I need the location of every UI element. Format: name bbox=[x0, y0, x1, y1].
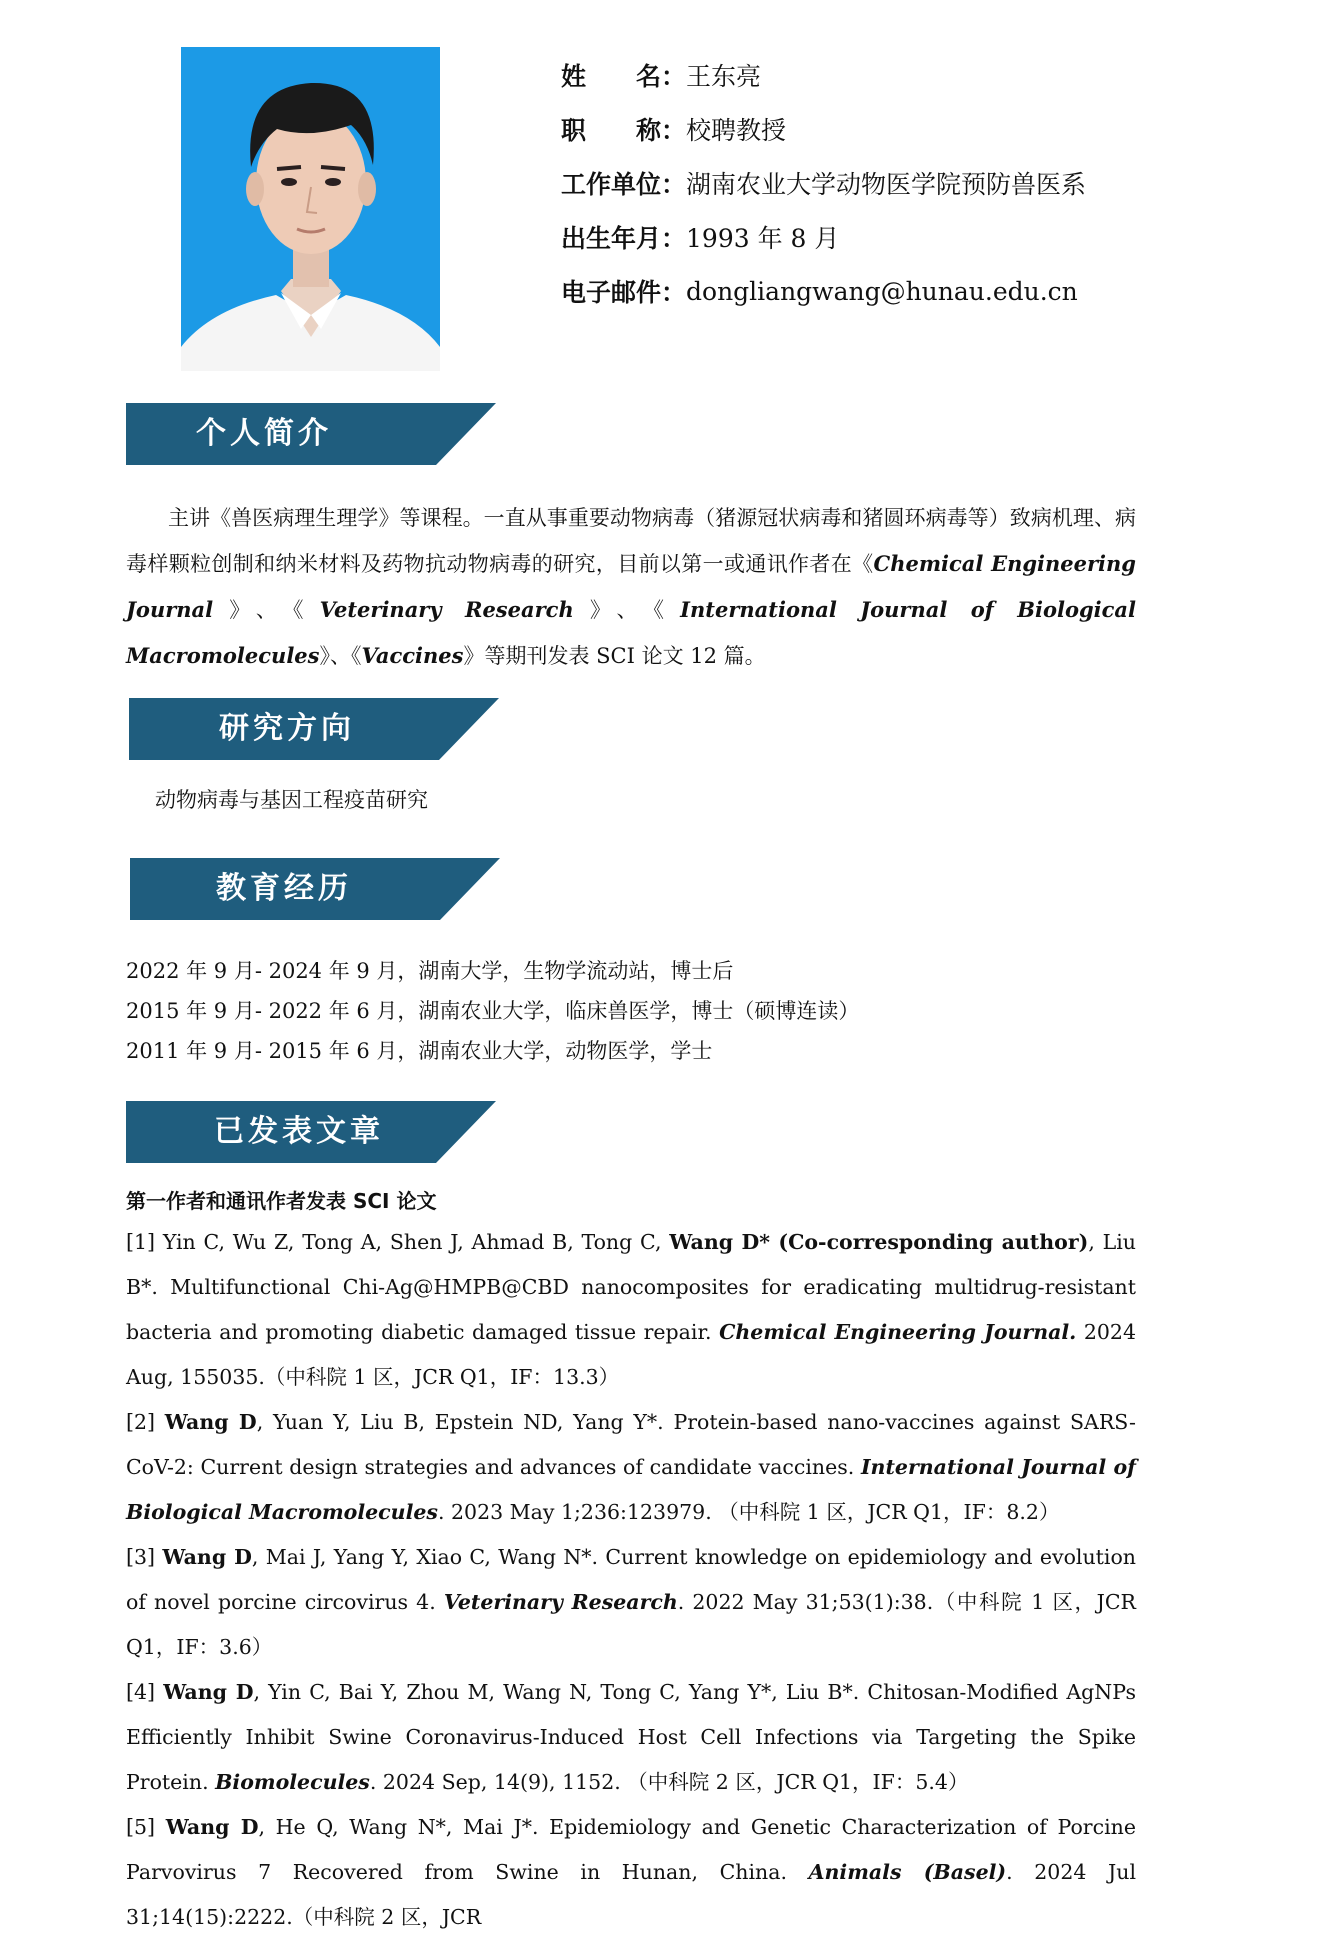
ref-title: , Mai J, Yang Y, Xiao C, Wang N*. Current knowledge on epidemiology and evolution of novel porcine circovirus 4. bbox=[126, 1545, 1137, 1614]
separator: 》、《 bbox=[573, 598, 681, 622]
info-row-title bbox=[561, 102, 1086, 156]
section-title: 教育经历 bbox=[216, 871, 352, 906]
ref-journal: Veterinary Research bbox=[443, 1590, 678, 1614]
ref-journal: Biomolecules bbox=[215, 1770, 370, 1794]
ref-journal: Chemical Engineering Journal. bbox=[719, 1320, 1077, 1344]
separator: 》、《 bbox=[213, 598, 320, 622]
journal-name: Veterinary Research bbox=[319, 597, 574, 622]
info-row-email bbox=[561, 264, 1086, 318]
publication-list bbox=[126, 1182, 1136, 1940]
intro-paragraph bbox=[126, 496, 1136, 679]
publication-subtitle: 第一作者和通讯作者发表 SCI 论文 bbox=[126, 1189, 437, 1213]
info-label: 姓 名： bbox=[561, 62, 687, 91]
ref-title: , Yin C, Bai Y, Zhou M, Wang N, Tong C, Yang Y*, Liu B*. Chitosan-Modified AgNPs Efficiently Inhibit Swine Coronavirus-Induced Host Cell Infections via Targeting the Spike Protein. bbox=[126, 1680, 1136, 1794]
info-row-birth bbox=[561, 210, 1086, 264]
journal-name: Chemical Engineering Journal bbox=[126, 551, 1136, 622]
profile-photo bbox=[181, 47, 440, 371]
info-value: 王东亮 bbox=[686, 62, 762, 91]
publication-item bbox=[126, 1670, 1136, 1805]
section-header-publications bbox=[126, 1101, 496, 1163]
ref-details: . 2024 Sep, 14(9), 1152. （中科院 2 区，JCR Q1，IF：5.4） bbox=[369, 1770, 969, 1794]
ref-authors: [2] bbox=[126, 1410, 165, 1434]
education-item: 2011 年 9 月- 2015 年 6 月，湖南农业大学，动物医学，学士 bbox=[126, 1039, 713, 1063]
ref-highlight-author: Wang D bbox=[163, 1680, 254, 1704]
ref-highlight-author: Wang D bbox=[162, 1545, 252, 1569]
info-row-name bbox=[561, 48, 1086, 102]
ref-authors: [4] bbox=[126, 1680, 164, 1704]
ref-title: , Yuan Y, Liu B, Epstein ND, Yang Y*. Protein-based nano-vaccines against SARS-CoV-2: Current design strategies and advances of candidate vaccines. bbox=[126, 1410, 1136, 1479]
ref-title: , Liu B*. Multifunctional Chi-Ag@HMPB@CBD nanocomposites for eradicating multidrug-resistant bacteria and promoting diabetic damaged tissue repair. bbox=[126, 1230, 1137, 1344]
info-label: 出生年月： bbox=[561, 224, 687, 253]
journal-name: Vaccines bbox=[361, 643, 464, 668]
section-title: 已发表文章 bbox=[214, 1114, 384, 1149]
ref-highlight-author: Wang D bbox=[164, 1410, 257, 1434]
ref-authors: [5] bbox=[126, 1815, 166, 1839]
ref-authors: [1] Yin C, Wu Z, Tong A, Shen J, Ahmad B, Tong C, bbox=[126, 1230, 670, 1254]
education-item: 2022 年 9 月- 2024 年 9 月，湖南大学，生物学流动站，博士后 bbox=[126, 959, 734, 983]
section-header-education bbox=[130, 858, 500, 920]
ref-title: , He Q, Wang N*, Mai J*. Epidemiology and Genetic Characterization of Porcine Parvovirus 7 Recovered from Swine in Hunan, China. bbox=[126, 1815, 1136, 1884]
separator: 》、《 bbox=[319, 644, 362, 668]
ref-authors: [3] bbox=[126, 1545, 163, 1569]
journal-name: International Journal of Biological Macromolecules bbox=[126, 597, 1136, 668]
section-title: 研究方向 bbox=[219, 711, 355, 746]
ref-details: . 2024 Jul 31;14(15):2222.（中科院 2 区，JCR bbox=[126, 1860, 1136, 1929]
ref-details: 2024 Aug, 155035.（中科院 1 区，JCR Q1，IF：13.3） bbox=[126, 1320, 1137, 1389]
info-row-affiliation bbox=[561, 156, 1086, 210]
education-item: 2015 年 9 月- 2022 年 6 月，湖南农业大学，临床兽医学，博士（硕博连读） bbox=[126, 999, 860, 1023]
section-header-research bbox=[129, 698, 499, 760]
intro-text: 主讲《兽医病理生理学》等课程。一直从事重要动物病毒（猪源冠状病毒和猪圆环病毒等）致病机理、病毒样颗粒创制和纳米材料及药物抗动物病毒的研究，目前以第一或通讯作者在《 bbox=[126, 506, 1136, 576]
ref-journal: Animals (Basel) bbox=[808, 1860, 1007, 1884]
ref-highlight-author: Wang D bbox=[165, 1815, 259, 1839]
publication-item bbox=[126, 1535, 1136, 1670]
info-label: 工作单位： bbox=[561, 170, 687, 199]
publication-item bbox=[126, 1220, 1136, 1400]
ref-details: . 2022 May 31;53(1):38.（中科院 1 区，JCR Q1，IF：3.6） bbox=[126, 1590, 1136, 1659]
info-value: 湖南农业大学动物医学院预防兽医系 bbox=[686, 170, 1087, 199]
info-value: 校聘教授 bbox=[686, 116, 787, 145]
ref-details: . 2023 May 1;236:123979. （中科院 1 区，JCR Q1，IF：8.2） bbox=[437, 1500, 1060, 1524]
profile-info bbox=[561, 48, 1086, 318]
section-header-intro bbox=[126, 403, 496, 465]
publication-item bbox=[126, 1400, 1136, 1535]
email-link[interactable]: dongliangwang@hunau.edu.cn bbox=[686, 276, 1078, 306]
research-text: 动物病毒与基因工程疫苗研究 bbox=[155, 788, 428, 812]
ref-highlight-author: Wang D* (Co-corresponding author) bbox=[669, 1230, 1089, 1254]
info-label: 职 称： bbox=[561, 116, 687, 145]
section-title: 个人简介 bbox=[196, 416, 332, 451]
intro-text: 》等期刊发表 SCI 论文 12 篇。 bbox=[463, 644, 766, 668]
ref-journal: International Journal of Biological Macromolecules bbox=[126, 1455, 1136, 1524]
publication-item bbox=[126, 1805, 1136, 1940]
info-label: 电子邮件： bbox=[561, 278, 687, 307]
info-value: 1993 年 8 月 bbox=[686, 224, 840, 253]
